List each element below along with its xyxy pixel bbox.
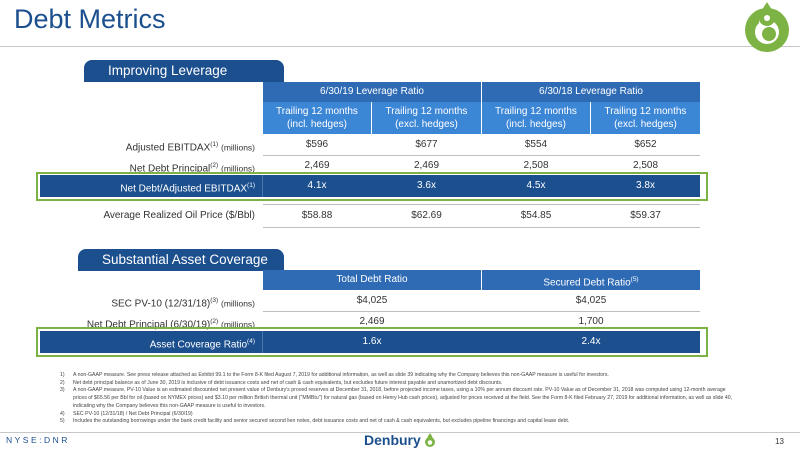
footnote: 1) A non-GAAP measure. See press release attached as Exhibit 99.1 to the Form 8-K filed August 7, 2019 for additional information, as well as slide 39 indicating why the Company believes this non-GAAP measure is useful for investors. (60, 372, 609, 378)
row-label-adjusted-ebitdax: Adjusted EBITDAX$^{(1)}$ (millions) (125, 141, 255, 154)
highlight-outline (36, 327, 708, 357)
table-cell: 2,469 (304, 160, 330, 171)
table-cell: $554 (524, 139, 548, 150)
section-tab-asset-coverage: Substantial Asset Coverage (78, 249, 284, 271)
table-cell: 2,508 (523, 160, 549, 171)
table-cell: 1,700 (578, 316, 604, 327)
table-cell: $62.69 (411, 210, 442, 221)
row-label-oil-price: Average Realized Oil Price ($/Bbl) (103, 210, 255, 221)
row-divider (263, 227, 700, 228)
section-tab-improving-leverage: Improving Leverage (84, 60, 284, 82)
column-header: Trailing 12 months (excl. hedges) (372, 102, 481, 134)
row-label-net-debt-ebitdax: Net Debt/Adjusted EBITDAX$^{(1)}$ (120, 182, 255, 195)
table-cell: $54.85 (520, 210, 552, 221)
column-header-total-debt: Total Debt Ratio (263, 270, 481, 290)
brand-wordmark: Denbury (364, 432, 436, 448)
table-cell: 2.4x (581, 336, 601, 347)
denbury-logo-icon (742, 2, 792, 54)
table-cell: 2,469 (413, 160, 440, 171)
table-cell: $652 (634, 139, 657, 150)
row-divider (263, 311, 700, 312)
column-header: Trailing 12 months (excl. hedges) (591, 102, 700, 134)
footnotes (60, 372, 740, 426)
table-cell: $4,025 (356, 295, 388, 306)
table-cell: $596 (305, 139, 329, 150)
table-cell: $4,025 (575, 295, 607, 306)
row-label-net-debt-principal: Net Debt Principal$^{(2)}$ (millions) (129, 162, 255, 175)
slide-title: Debt Metrics (14, 4, 166, 34)
footnote: 3) A non-GAAP measure. PV-10 Value is an estimated discounted net present value of Denbury's proved reserves at December 31, 2018, before projected income taxes, using a 10% per annum discount rate. PV-10 Value as of December 31, 2018 was computed using 12-month average prices of $65.56 per Bbl for oil (based on NYMEX prices) and $3.10 per million British thermal unit ("MMBtu") for natural gas (based on Henry Hub cash prices), adjusted for prices received at the field. See the Form 8-K filed February 27, 2019 for additional information, as well as slide 40, indicating why the Company believes this non-GAAP measure is useful to investors. (60, 387, 733, 409)
page-number: 13 (775, 437, 784, 446)
table-cell: 2,508 (632, 160, 659, 171)
column-header: Trailing 12 months (incl. hedges) (263, 102, 371, 134)
row-divider (263, 204, 700, 205)
footnote: 2) Net debt principal balance as of June 30, 2019 is inclusive of debt issuance costs and net of cash & cash equivalents, but excludes future interest payable and unamortized debt discounts. (60, 379, 503, 386)
table-cell: 3.8x (636, 180, 655, 191)
table-cell: $677 (415, 139, 438, 150)
footnote: 4) SEC PV-10 (12/31/18) / Net Debt Principal (6/30/19) (60, 410, 193, 417)
row-label-asset-coverage: Asset Coverage Ratio$^{(4)}$ (149, 338, 255, 351)
table-cell: 4.5x (526, 180, 546, 191)
table-cell: $58.88 (301, 210, 333, 221)
stock-ticker: NYSE:DNR (6, 435, 70, 445)
denbury-drop-mark-icon (424, 433, 436, 447)
table-cell: $59.37 (630, 210, 661, 221)
row-divider (263, 155, 700, 156)
column-header-secured-debt: Secured Debt Ratio$^{(5)}$ (482, 270, 700, 290)
table-cell: 4.1x (307, 180, 327, 191)
row-label-net-debt-principal-2019: Net Debt Principal $(6/30/19)^{(2)}$ (millions) (86, 318, 255, 331)
highlight-outline (36, 172, 708, 201)
footnote: 5) Includes the outstanding borrowings under the bank credit facility and senior secured second lien notes, debt issuance costs and net of cash & cash equivalents, but excludes pipeline financings and capital lease debt. (60, 418, 570, 425)
table-cell: 2,469 (359, 316, 385, 327)
period-header-2018: 6/30/18 Leverage Ratio (482, 82, 700, 102)
table-cell: 1.6x (362, 336, 382, 347)
period-header-2019: 6/30/19 Leverage Ratio (263, 82, 481, 102)
title-divider (0, 46, 800, 47)
row-label-sec-pv10: SEC PV-10 $(12/31/18)^{(3)}$ (millions) (111, 297, 255, 310)
table-cell: 3.6x (417, 180, 436, 191)
column-header: Trailing 12 months (incl. hedges) (482, 102, 590, 134)
